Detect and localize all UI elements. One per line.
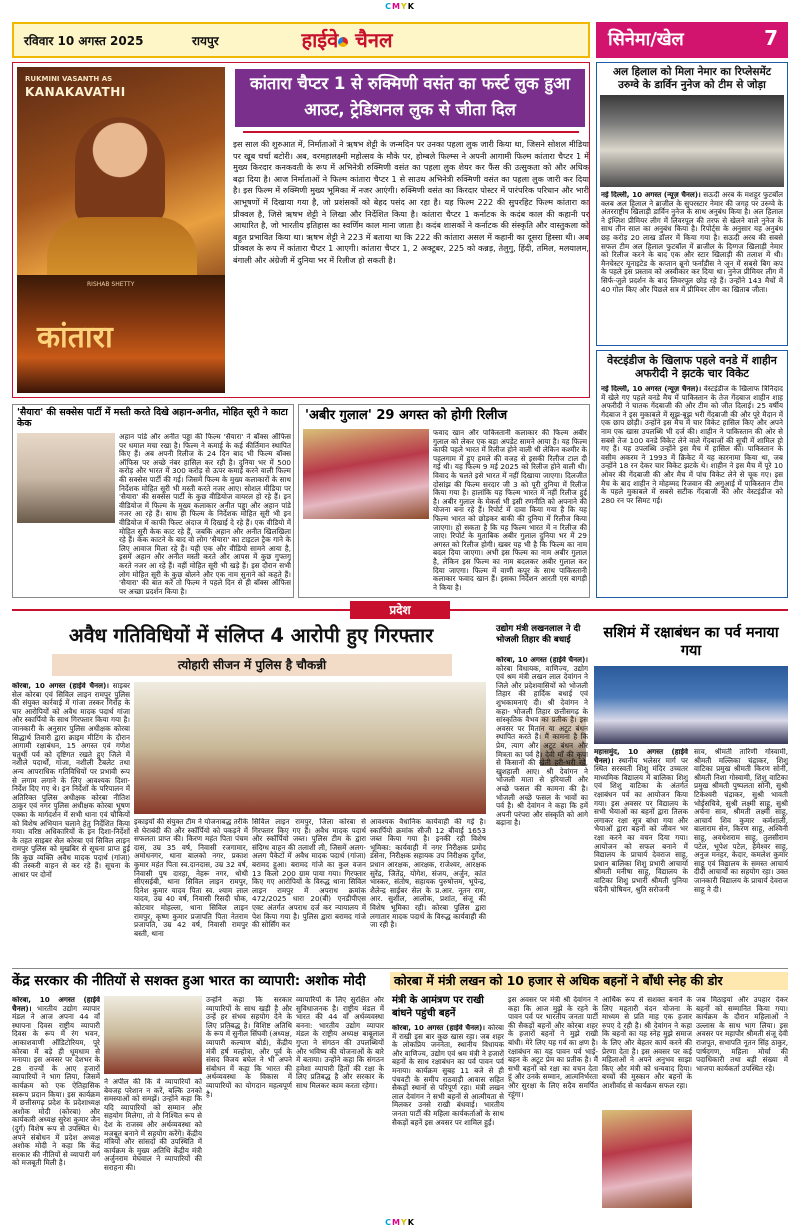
logo-swirl-icon <box>338 37 348 47</box>
arrest-col2: इकाइयों की संयुक्त टीम ने योजनाबद्ध तरीके से घेराबंदी की और स्कॉर्पियो को पकड़ने में सफलता प्राप्त की। किरण महंत पिता पंचम दास, उम्र 35 वर्ष, निवासी रजगामार, अमोधनगर, थाना बालको नगर, प्रकाश कुमार महंत पिता स्व.दानदास, उम्र 32 वर्ष, निवासी पुष दारहा, नेहरू नगर, थोथी सीएसईबी, थाना सिविल लाइन रामपुर, दिनेश कुमार यादव पिता स्व. श्याम लाल यादव, उम्र 40 वर्ष, निवासी रिसदी चौक, कोटवार मोहल्ला, थाना सिविल लाइन रामपुर, कृष्ण कुमार प्रजापति पिता नेतराम प्रजापति, उम्र 42 वर्ष, निवासी रामपुर बस्ती, थाना <box>134 818 248 938</box>
rakhi-event-image <box>602 1110 692 1208</box>
shaheen-headline: वेस्टइंडीज के खिलाफ पहले वनडे में शाहीन अफरीदी ने झटके चार विकेट <box>607 354 777 380</box>
abir-body: फवाद खान और पाकिस्तानी कलाकार की फिल्म अबीर गुलाल को लेकर एक बड़ा अपडेट सामने आया है। यह फिल्म काफी पहले भारत में रिलीज होने वाली थी लेकिन कश्मीर के पहलगाम में हुए हमले की वजह से इसकी रिलीज टाल दी गई थी। यह फिल्म 9 मई 2025 को रिलीज होने वाली थी। विवाद के चलते इसे भारत में नहीं दिखाया जाएगा। दिलजीत दोसांझ की फिल्म सरदार जी 3 को पूरी दुनिया में रिलीज किया गया है। हालांकि यह फिल्म भारत में नहीं रिलीज हुई है। अबीर गुलाल के मेकर्स भी इसी रणनीति को अपनाने की योजना बना रहे हैं। रिपोर्ट में दावा किया गया है कि यह फिल्म भारत को छोड़कर बाकी की दुनिया में रिलीज किया जाएगा। हो सकता है कि यह फिल्म भारत में न रिलीज की जाए। रिपोर्ट के मुताबिक अबीर गुलाल दुनिया भर में 29 अगस्त को रिलीज होगी। खबर यह भी है कि फिल्म का नाम बदल दिया जाएगा। अभी इस फिल्म का नाम अबीर गुलाल है, लेकिन इस फिल्म का नाम बदलकर अबीर गुलाल कर दिया जाएगा। फिल्म में वाणी कपूर के साथ पाकिस्तानी कलाकार फवाद खान हैं। इसका निर्देशन आरती एस बागड़ी ने किया है। <box>433 429 587 592</box>
trader-col1 <box>12 996 100 1208</box>
trader-event-image <box>104 996 202 1074</box>
cmyk-letter: M <box>391 2 401 11</box>
trader-dateline: कोरबा, 10 अगस्त (हाईवे चैनल)। <box>12 996 100 1013</box>
saiyara-headline: 'सैयारा' की सक्सेस पार्टी में मस्ती करते दिखे अहान-अनीत, मोहित सूरी ने काटा केक <box>17 407 288 429</box>
neymar-text: सऊदी अरब के मशहूर फुटबॉल क्लब अल हिलाल ने ब्राजील के सुपरस्टार नेमार की जगह पर उरुग्वे के अंतरराष्ट्रीय खिलाड़ी डार्विन नुनेज के साथ अनुबंध किया है। अल हिलाल ने इंग्लिश प्रीमियर लीग में लिवरपूल की तरफ से खेलने वाले नुनेज के साथ तीन साल का अनुबंध किया है। रिपोर्ट्स के अनुसार यह अनुबंध छह करोड़ 20 लाख डॉलर में किया गया है। सऊदी अरब की सबसे सफल टीम अल हिलाल फुटबॉल में ब्राजील के दिग्गज खिलाड़ी नेमार को रिलीज करने के बाद एक और स्टार खिलाड़ी की तलाश में थी। मैनचेस्टर यूनाइटेड के कप्तान ब्रूनो फर्नांडीस ने जून में सबसे बिग कप के पहले इस प्रस्ताव को अस्वीकार कर दिया था। नुनेज प्रीमियर लीग में सिर्फ-जुले प्रदर्शन के बाद लिवरपूल छोड़ रहे हैं। उन्होंने 143 मैचों में 40 गोल किए और पिछले सत्र में प्रीमियर लीग का खिताब जीता। <box>601 191 783 294</box>
sports-article-neymar <box>596 62 788 346</box>
headline-underline <box>243 131 579 133</box>
masthead <box>12 22 590 58</box>
logo-prefix: हाईवे <box>301 28 339 52</box>
school-event-image <box>594 666 788 744</box>
trader-col4: व्यापारियों के लिए सुरक्षित और सुविधाजनक है। राष्ट्रीय मंडल में भारत की 44 वाँ अर्थव्यवस्था बनना: भारतीय उद्योग व्यापार मंडल के राष्ट्रीय अध्यक्ष बाबूलाल गुप्ता ने संगठन की उपलब्धियों और भविष्य की योजनाओं के बारे में बताया। उन्होंने कहा कि संगठन हमेशा व्यापारी हितों की रक्षा के लिए प्रतिबद्ध है और सरकार के साथ मिलकर काम करता रहेगा। <box>296 996 384 1090</box>
cmyk-letter: Y <box>400 1218 408 1227</box>
trader-text-1: भारतीय उद्योग व्यापार मंडल ने आज अपना 44 वाँ स्थापना दिवस राष्ट्रीय व्यापारी दिवस के रूप में रंग भवन, आकाशवाणी ऑडिटोरियम, पूरे कोरबा में बड़े ही धूमधाम से मनाया। इस अवसर पर देशभर के 28 राज्यों के आए हजारों व्यापारियों ने भाग लिया, जिसमें कार्यक्रम को एक ऐतिहासिक स्वरूप प्रदान किया। इस कार्यक्रम में छत्तीसगढ़ प्रदेश के प्रदेशाध्यक्ष अशोक मोदी (कोरबा) और कार्यकारी अध्यक्ष सुरेश कुमार जैन (दुर्ग) विशेष रूप से उपस्थित थे। अपने संबोधन में प्रदेश अध्यक्ष अशोक मोदी ने कहा कि केंद्र सरकार की नीतियों से व्यापारी वर्ग को मजबूती मिली है। <box>12 1003 100 1168</box>
page-number: 7 <box>764 26 778 50</box>
abir-gulal-article <box>298 404 590 598</box>
school-dateline: महासमुंद, 10 अगस्त (हाईवे चैनल)। <box>594 748 688 765</box>
minister-rakhi-article <box>390 972 788 1212</box>
rakhi-col1 <box>392 1024 504 1208</box>
rakhi-subheadline: मंत्री के आमंत्रण पर राखी बांधने पहुंची बहनें <box>392 995 484 1019</box>
section-header <box>596 22 788 58</box>
bhojli-headline: उद्योग मंत्री लखनलाल ने दी भोजली तिहार की बधाई <box>496 624 581 645</box>
neymar-headline: अल हिलाल को मिला नेमार का रिप्लेसमेंट उरुग्वे के डार्विन नुनेज को टीम से जोड़ा <box>612 66 772 91</box>
cmyk-letter: C <box>385 2 392 11</box>
school-headline: सशिमं में रक्षाबंधन का पर्व मनाया गया <box>603 625 779 659</box>
poster-credit: RISHAB SHETTY <box>87 281 135 288</box>
rakhi-dateline: कोरबा, 10 अगस्त (हाईवे चैनल)। <box>392 1024 485 1032</box>
issue-date: रविवार 10 अगस्त 2025 <box>24 34 144 48</box>
trader-col2: ने अपील की कि वे व्यापारियों को बेवजह परेशान न करें, बल्कि उनको समस्याओं को समझें। उन्होंने कहा कि यदि व्यापारियों को सम्मान और सहयोग मिलेगा, तो वे निश्चित रूप से देश के राजस्व और अर्थव्यवस्था को मजबूत बनाने में सहयोग करेंगे। केंद्रीय मंत्रियों और सांसदों की उपस्थिति में कार्यक्रम के मुख्य अतिथि केंद्रीय मंत्री अर्जुनराम मेघवाल ने व्यापारियों की सराहना की। <box>104 1078 202 1172</box>
print-color-mark-top <box>0 2 800 11</box>
trader-article <box>12 972 384 1212</box>
neymar-dateline: नई दिल्ली, 10 अगस्त (न्यूज़ चैनल)। <box>601 191 701 199</box>
trader-col3: उन्होंने कहा कि सरकार व्यापारियों के साथ खड़ी है और उन्हें हर संभव सहयोग देने के लिए प्रतिबद्ध है। विशिष्ट अतिथि के रूप में सुनील सिंघवी (अध्यक्ष, व्यापारी कल्याण बोर्ड), केंद्रीय मंत्री हर्ष मल्होत्रा, और पूर्व के संसद विजय बघेल ने भी अपने संबोधन में कहा कि भारत की अर्थव्यवस्था के विकास में व्यापारियों का योगदान महत्वपूर्ण है। <box>206 996 292 1099</box>
cmyk-letter: Y <box>400 2 408 11</box>
bhojli-body <box>496 656 588 960</box>
newspaper-logo <box>272 26 422 54</box>
kantara-poster-title: कांतारा <box>37 320 113 355</box>
arrest-police-image <box>134 682 486 814</box>
arrest-col4: आवश्यक वैधानिक कार्यवाही की गई है। स्कार्पियो क्रमांक सीजी 12 बीवाई 1653 जब्त किया गया है। इनकी रही विशेष भूमिका: कार्यवाही में नगर निरीक्षक प्रमोद डंसेना, निरीक्षक सहायक उप निरीक्षक दुर्गेश, प्रधान आरक्षक, आरक्षक, राजेश्वर, आरक्षक सुरेंद्र, जितेंद्र, योगेश, संजय, अर्जुन, कांत भास्कर, संतोष, सहायक पुरुषोत्तम, भूपेन्द्र, शैलेन्द्र साईबर सेल के प्र.आर. नूतन राम, आर. सुशील, आलोक, प्रशांत, संजू की विशेष भूमिका रही। कोरबा पुलिस द्वारा लगातार मादक पदार्थ के विरुद्ध कार्यवाही की जा रही है। <box>370 818 486 930</box>
pradesh-section-band <box>0 600 800 620</box>
saiyara-body: अहान पांडे और अनीत पड्डा की फिल्म 'सैयारा' ने बॉक्स ऑफिस पर धमाल मचा रखा है। फिल्म ने कमाई के कई कीर्तिमान स्थापित किए हैं। अब अपनी रिलीज के 24 दिन बाद भी फिल्म बॉक्स ऑफिस पर अच्छे नंबर हासिल कर रही है। दुनिया भर में 500 करोड़ और भारत में 300 करोड़ से ऊपर कमाई करने वाली फिल्म की सक्सेस पार्टी की गई। जिसमें फिल्म के मुख्य कलाकारों के साथ निर्देशक मोहित सूरी भी मस्ती करते नजर आए। सोशल मीडिया पर 'सैयारा' की सक्सेस पार्टी के कुछ वीडियोज वायरल हो रहे हैं। इन वीडियोज में फिल्म के मुख्य कलाकार अनीत पड्डा और अहान पांडे नजर आ रहे हैं। साथ ही फिल्म के निर्देशक मोहित सूरी भी इन वीडियोज में काफी फिल्ट अंदाज में दिखाई दे रहे हैं। एक वीडियो में मोहित सूरी केक काट रहे हैं, जबकि अहान और अनीत खिलखिला रहे हैं। केक काटने के बाद वो लोग 'सैयारा' का टाइटल ट्रैक गाने के लिए आवाज मिला रहे हैं। यही एक और वीडियो सामने आया है, इसमें अहान और अनीत मस्ती करते और आपस में कुछ गुफ्तगू करते नजर आ रहे हैं। वहीं मोहित सूरी भी खड़े हैं। इस दौरान सभी लोग मोहित सूरी के कुछ बोलने और एक नाम सुनाने को कहते हैं। 'सैयारा' की बात करें तो फिल्म ने पहले दिन से ही बॉक्स ऑफिस पर अच्छा प्रदर्शन किया है। <box>119 433 291 595</box>
rakhi-text-1: कोरबा में राखी इस बार कुछ खास रहा। जब शहर के लोकप्रिय जननेता, स्थानीय विधायक और वाणिज्य, उद्योग एवं श्रम मंत्री ने हजारों बहनों के साथ रक्षाबंधन का पर्व पावन पर्व मनाया। कार्यक्रम सुबह 11 बजे से ही पंचवटी के समीप राठवाड़ी आवास सहित सैकड़ों स्थानों से परिपूर्ण रहा। मंत्री लखन लाल देवांगन ने सभी बहनों से आत्मीयता से मिलकर उनसे राखी बंधवाई। भारतीय जनता पार्टी की महिला कार्यकर्ताओं के साथ सैकड़ों बहनें इस अवसर पर शामिल हुईं। <box>392 1024 504 1127</box>
saiyara-article <box>12 404 294 598</box>
cmyk-letter: M <box>391 1218 401 1227</box>
cmyk-letter: C <box>385 1218 392 1227</box>
shaheen-text: वेस्टइंडीज के खिलाफ त्रिनिदाद में खेले गए पहले वनडे मैच में पाकिस्तान के तेज गेंदबाज शाहीन शाह अफरीदी ने घातक गेंदबाजी की और टीम को जीत दिलाई। 25 वर्षीय गेंदबाज ने इस मुकाबले में सूझ-बूझ भरी गेंदबाजी की और पूरे मैदान में एक छाप छोड़ी। उन्होंने इस मैच में चार विकेट हासिल किए और अपने नाम एक खास उपलब्धि भी दर्ज की। शाहीन ने पाकिस्तान की ओर से सबसे तेज 100 वनडे विकेट लेने वाले गेंदबाजों की सूची में शामिल हो गए हैं। यह उपलब्धि उन्होंने इस मैच में हासिल की। पाकिस्तान के वसीम अकरम ने 1993 में क्रिकेट में यह कारनामा किया था, जब उन्होंने 18 रन देकर चार विकेट झटके थे। शाहीन ने इस मैच में पूरे 10 ओवर की गेंदबाजी की और मैच में पांच विकेट लेने से चूक गए। इस मैच के बाद शाहीन ने मोहम्मद रिजवान की अगुआई में पाकिस्तान टीम के पहले मुकाबले में सबसे सटीक गेंदबाजी की और वेस्टइंडीज को 280 रन पर सिमट गई। <box>601 385 783 505</box>
arrest-dateline: कोरबा, 10 अगस्त (हाईवे चैनल)। <box>12 682 109 690</box>
arrest-col1 <box>12 682 130 960</box>
kantara-headline: कांतारा चैप्टर 1 से रुक्मिणी वसंत का फर्स्ट लुक हुआ आउट, ट्रेडिशनल लुक से जीता दिल <box>235 69 585 127</box>
portrait-figure <box>75 117 165 227</box>
kantara-body: इस साल की शुरुआत में, निर्माताओं ने ऋषभ शेट्टी के जन्मदिन पर उनका पहला लुक जारी किया था, जिसने सोशल मीडिया पर खूब चर्चा बटोरी। अब, वरमहालक्ष्मी महोत्सव के मौके पर, होम्बले फिल्म्स ने अपनी आगामी फिल्म कांतारा चैप्टर 1 में मुख्य किरदार कनकवती के रूप में अभिनेत्री रुक्मिणी वसंत का पहला लुक शेयर कर फैंस की उत्सुकता को और अधिक बढ़ा दिया है। आज निर्माताओं ने फिल्म कांतारा चैप्टर 1 से साउथ अभिनेत्री रुक्मिणी वसंत का पहला लुक जारी कर दिया है। इस फिल्म में रुक्मिणी मुख्य भूमिका में नजर आएंगी। रुक्मिणी वसंत का किरदार पोस्टर में पारंपरिक परिधान और भारी आभूषणों में दिखाया गया है, जो प्रशंसकों को बेहद पसंद आ रहा है। यह फिल्म 222 की सुपरहिट फिल्म कांतारा का प्रीक्वल है, जिसे ऋषभ शेट्टी ने लिखा और निर्देशित किया है। कांतारा चैप्टर 1 कर्नाटक के कदंब काल की कहानी पर आधारित है, जो भारतीय इतिहास का स्वर्णिम काल माना जाता है। कदंब शासकों ने कर्नाटक की संस्कृति और वास्तुकला को बहुत प्रभावित किया था। ऋषभ शेट्टी ने 223 में बताया था कि 222 की कांतारा असल में कहानी का दूसरा हिस्सा थी। अब प्रीक्वल के रूप में कांतारा चैप्टर 1 आएगी। कांतारा चैप्टर 1, 2 अक्टूबर, 225 को कन्नड़, तेलुगु, हिंदी, तमिल, मलयालम, बंगाली और अंग्रेजी में दुनिया भर में रिलीज हो सकती है। <box>233 139 589 265</box>
shaheen-body <box>601 385 783 595</box>
school-text-1: स्थानीय भलेसर मार्ग पर स्थित सरस्वती शिशु मंदिर उच्चतर माध्यमिक विद्यालय में बालिका शिशु एवं शिशु वाटिका के अंतर्गत रक्षाबंधन पर्व का आयोजन किया गया। इस अवसर पर विद्यालय के सभी भैयाओं का बहनों द्वारा तिलक लगाकर रक्षा सूत्र बांधा गया और भैयाओं द्वारा बहनों को जीवन भर रक्षा करने का वचन दिया गया। आयोजन को सफल बनाने में विद्यालय के प्राचार्य देवराज साहू, प्रधान बालिका शिशु प्रभारी आचार्या श्रीमती मनीषा साहू, विद्यालय के वाटिका शिशु प्रभारी श्रीमती पुनिया चंदैनी घोषियन, श्रुति सरोजनी <box>594 755 688 894</box>
kantara-article <box>12 62 590 398</box>
section-name: सिनेमा/खेल <box>608 29 684 50</box>
shaheen-dateline: नई दिल्ली, 10 अगस्त (न्यूज़ चैनल)। <box>601 385 702 393</box>
logo-suffix: चैनल <box>355 28 393 52</box>
abir-headline: 'अबीर गुलाल' 29 अगस्त को होगी रिलीज <box>305 408 508 423</box>
rakhi-headline: कोरबा में मंत्री लखन को 10 हजार से अधिक बहनों ने बाँधी स्नेह की डोर <box>390 972 788 990</box>
kantara-poster-image <box>17 275 225 393</box>
neymar-body <box>601 191 783 343</box>
abir-gulal-image <box>303 429 429 519</box>
footballers-image <box>600 95 784 187</box>
pradesh-tag: प्रदेश <box>350 601 450 619</box>
saiyara-party-image <box>17 433 115 523</box>
poster-caption-top: RUKMINI VASANTH AS <box>25 75 113 83</box>
edition-city: रायपुर <box>192 34 219 48</box>
cmyk-letter: K <box>407 1218 415 1227</box>
school-col2: साव, श्रीमती तारिणी गोस्वामी, श्रीमती मल्लिका चंद्राकर, शिशु वाटिका प्रमुख श्रीमती किरण सोनी, श्रीमती निशा गोस्वामी, शिशु वाटिका प्रमुख श्रीमती पुष्पलता सोनी, सुश्री टिकेश्वरी चंद्राकर, सुश्री भावती भोईसचिवे, सुश्री लक्ष्मी साहू, सुश्री अर्चना साव, श्रीमती लक्ष्मी साहू, आचार्य शिव कुमार कर्मशाली, बालाराम सेन, किरण साहू, अश्विनी साहू, अवधेशराम साहू, तुलसीराम पटेल, भूपेश पटेल, हेमेश्वर साहू, अनुज मनहर, केदार, कमलेश कुमार साहू एवं विद्यालय के समस्त आचार्य दीदी आचार्यों का सहयोग रहा। उक्त जानकारी विद्यालय के प्राचार्य देवराज साहू ने दी। <box>694 748 788 894</box>
trader-headline: केंद्र सरकार की नीतियों से सशक्त हुआ भारत का व्यापारी: अशोक मोदी <box>12 973 366 989</box>
arrest-text-1: साइबर सेल कोरबा एवं सिविल लाइन रामपुर पुलिस की संयुक्त कार्रवाई में गांजा तस्कर गिरोह के चार आरोपियों को अवैध मादक पदार्थ गांजा और स्कार्पियो के साथ गिरफ्तार किया गया है। जानकारी के अनुसार पुलिस अधीक्षक कोरबा सिद्धार्थ तिवारी द्वारा क्राइम मीटिंग के दौरान आगामी रक्षाबंधन, 15 अगस्त एवं गणेश चतुर्थी पर्व को दृष्टिगत रखते हुए जिले में नशीले पदार्थों, गांजा, नशीली टैबलेट तथा अन्य आपराधिक गतिविधियों पर प्रभावी रूप से लगाम लगाने के लिए आवश्यक दिशा-निर्देश दिए गए थे। इन निर्देशों के परिपालन में अतिरिक्त पुलिस अधीक्षक कोरबा नीतिश ठाकुर एवं नगर पुलिस अधीक्षक कोरबा भूषण एक्का के मार्गदर्शन में सभी थाना एवं चौकियों को विशेष अभियान चलाने हेतु निर्देशित किया गया। वरिष्ठ अधिकारियों के इन दिशा-निर्देशों के तहत साइबर सेल कोरबा एवं सिविल लाइन रामपुर पुलिस को मुखबिर से सूचना प्राप्त हुई कि कुछ व्यक्ति अवैध मादक पदार्थ (गांजा) की तस्करी वाहन से कर रहे हैं। सूचना के आधार पर दोनों <box>12 682 130 880</box>
sports-article-shaheen <box>596 350 788 598</box>
rakhi-col2: इस अवसर पर मंत्री श्री देवांगन ने कहा कि आज मुझे के रहने के पावन पर्व पर भारतीय जनता पार्टी की सैकड़ों बहनों और कोरबा शहर के हजारों बहनों ने मुझे राखी बांधी। मेरे लिए यह गर्व का क्षण है। रक्षाबंधन का यह पावन पर्व भाई-बहन के अटूट प्रेम का प्रतीक है। मैं सभी बहनों को रक्षा का वचन देता हूं और उनके सम्मान, आत्मनिर्भरता और सुरक्षा के लिए सदैव समर्पित रहूंगा। <box>508 996 598 1099</box>
arrest-subheadline: त्योहारी सीजन में पुलिस है चौकन्नी <box>52 654 452 676</box>
bhojli-text: कोरबा विधायक, वाणिज्य, उद्योग एवं श्रम मंत्री लखन लाल देवांगन ने जिले और प्रदेशवासियों को भोजली तिहार की हार्दिक बधाई एवं शुभकामनाएं दी। श्री देवांगन ने कहा- भोजली तिहार छत्तीसगढ़ के सांस्कृतिक वैभव का प्रतीक है। इस अवसर पर मितान या अटूट बंधन स्थापित करते हैं। मैं कामना है कि प्रेम, त्याग और अटूट बंधन और मित्रता का पर्व है। देवी माँ की कृपा से किसानों की खेती हरी-भरी रहे, खुशहाली आए। श्री देवांगन ने भोजली माता से हरियाली और अच्छे फसल की कामना की है। भोजली अच्छे फसल के भावों का पर्व है। श्री देवांगन ने कहा कि हमें अपनी परंपरा और संस्कृति को आगे बढ़ाना है। <box>496 663 588 828</box>
arrest-article <box>12 624 490 964</box>
print-color-mark-bottom <box>0 1218 800 1227</box>
school-col1 <box>594 748 688 960</box>
bhojli-article <box>496 624 588 964</box>
row-divider <box>12 968 788 969</box>
arrest-col3: सिविल लाइन रामपुर, जिला कोरबा से गिरफ्तार किए गए हैं। अवैध मादक पदार्थ और स्कॉर्पियो जब्त। पुलिस टीम के द्वारा संदिग्ध वाहन की तलाशी ली, जिसमें अलग-अलग पैकेटों में अवैध मादक पदार्थ (गांजा) बरामद हुआ। बरामद गांजे का कुल वजन 13 किलो 200 ग्राम पाया गया। गिरफ्तार किए गए आरोपियों के विरुद्ध थाना सिविल लाइन रामपुर में अपराध क्रमांक 472/2025 धारा 20(बी) एनडीपीएस एक्ट अंतर्गत अपराध दर्ज कर न्यायालय में पेश किया गया है। पुलिस द्वारा बरामद गांजे की सोर्सिंग कर <box>252 818 366 930</box>
school-rakhi-article <box>594 624 788 964</box>
poster-caption-name: KANAKAVATHI <box>25 85 126 99</box>
rakhi-col4: जब मिठाइयां और उपहार देकर बहनों को सम्मानित किया गया। कार्यक्रम के दौरान महिलाओं ने उल्लास के साथ भाग लिया। इस अवसर पर महापौर श्रीमती संजू देवी राजपूत, सभापति नूतन सिंह ठाकुर, पार्षदगण, महिला मोर्चा की पदाधिकारी तथा बड़ी संख्या में भाजपा कार्यकर्ता उपस्थित रहे। <box>696 996 788 1073</box>
rakhi-col3: आर्थिक रूप से सशक्त बनाने के लिए महतारी वंदन योजना के माध्यम से प्रति माह एक हजार रुपए दे रही है। श्री देवांगन ने कहा कि बहनों का यह स्नेह मुझे समाज के लिए और बेहतर कार्य करने की प्रेरणा देता है। इस अवसर पर कई महिलाओं ने अपने अनुभव साझा किए और मंत्री को धन्यवाद दिया। बच्चों की मुस्कान और बहनों के आशीर्वाद से कार्यक्रम सफल रहा। <box>602 996 692 1090</box>
cmyk-letter: K <box>407 2 415 11</box>
bhojli-dateline: कोरबा, 10 अगस्त (हाईवे चैनल)। <box>496 656 588 664</box>
arrest-headline: अवैध गतिविधियों में संलिप्त 4 आरोपी हुए गिरफ्तार <box>68 624 434 647</box>
